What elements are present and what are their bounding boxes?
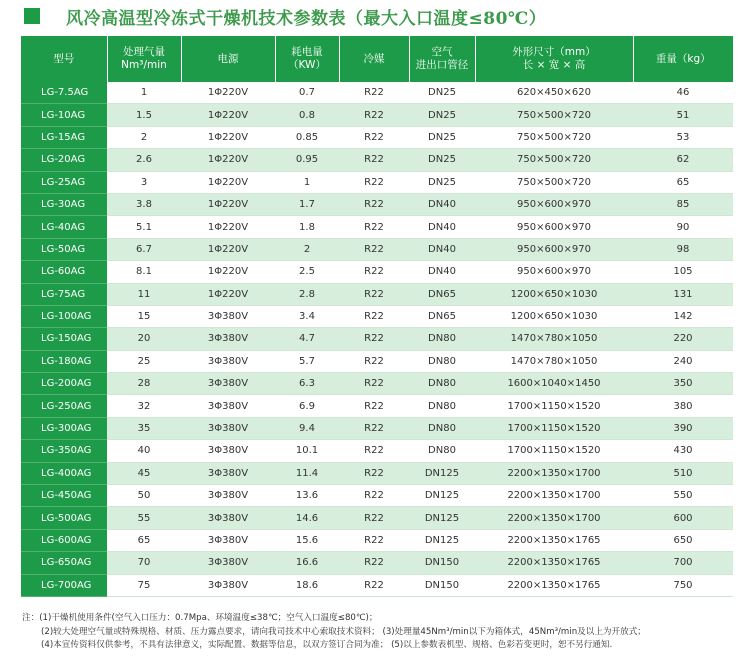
cell-pipe: DN125 (409, 462, 475, 484)
cell-dimensions: 1200×650×1030 (475, 283, 633, 305)
cell-consumption: 11.4 (275, 462, 339, 484)
cell-dimensions: 1470×780×1050 (475, 328, 633, 350)
cell-weight: 46 (633, 82, 733, 104)
cell-model: LG-15AG (21, 126, 107, 148)
cell-consumption: 1.8 (275, 216, 339, 238)
note-line-2: (2)较大处理空气量或特殊规格、材质、压力露点要求，请向我司技术中心索取技术资料； (3)处理量45Nm³/min以下为箱体式，45Nm³/min及以上为开放式； (41, 626, 646, 637)
title-bar (24, 6, 547, 29)
cell-consumption: 14.6 (275, 507, 339, 529)
cell-refrigerant: R22 (339, 507, 409, 529)
cell-model: LG-500AG (21, 507, 107, 529)
cell-refrigerant: R22 (339, 350, 409, 372)
cell-weight: 430 (633, 440, 733, 462)
column-header-line: （KW） (288, 59, 326, 71)
cell-power: 1Φ220V (181, 149, 275, 171)
cell-pipe: DN25 (409, 149, 475, 171)
cell-flow: 28 (107, 373, 181, 395)
cell-refrigerant: R22 (339, 238, 409, 260)
header-refrigerant (339, 36, 409, 82)
cell-flow: 45 (107, 462, 181, 484)
cell-flow: 40 (107, 440, 181, 462)
cell-consumption: 1 (275, 171, 339, 193)
cell-power: 1Φ220V (181, 261, 275, 283)
cell-pipe: DN150 (409, 552, 475, 574)
cell-pipe: DN25 (409, 171, 475, 193)
table-row (21, 485, 733, 507)
cell-refrigerant: R22 (339, 171, 409, 193)
cell-pipe: DN25 (409, 104, 475, 126)
cell-consumption: 0.8 (275, 104, 339, 126)
cell-refrigerant: R22 (339, 149, 409, 171)
cell-consumption: 3.4 (275, 305, 339, 327)
header-power (181, 36, 275, 82)
cell-weight: 85 (633, 193, 733, 215)
cell-pipe: DN125 (409, 507, 475, 529)
cell-power: 1Φ220V (181, 238, 275, 260)
table-row (21, 305, 733, 327)
cell-dimensions: 2200×1350×1700 (475, 507, 633, 529)
spec-table (21, 36, 733, 597)
cell-power: 3Φ380V (181, 417, 275, 439)
column-header-line: 空气 (431, 46, 453, 58)
cell-dimensions: 1700×1150×1520 (475, 417, 633, 439)
cell-dimensions: 750×500×720 (475, 104, 633, 126)
cell-consumption: 0.7 (275, 82, 339, 104)
cell-flow: 35 (107, 417, 181, 439)
cell-consumption: 2 (275, 238, 339, 260)
table-row (21, 417, 733, 439)
cell-refrigerant: R22 (339, 283, 409, 305)
table-header-row (21, 36, 733, 82)
cell-dimensions: 1470×780×1050 (475, 350, 633, 372)
cell-flow: 70 (107, 552, 181, 574)
table-row (21, 193, 733, 215)
cell-flow: 2.6 (107, 149, 181, 171)
cell-consumption: 18.6 (275, 574, 339, 596)
cell-model: LG-50AG (21, 238, 107, 260)
cell-dimensions: 1700×1150×1520 (475, 395, 633, 417)
cell-dimensions: 2200×1350×1765 (475, 529, 633, 551)
cell-model: LG-600AG (21, 529, 107, 551)
cell-power: 1Φ220V (181, 82, 275, 104)
cell-flow: 3.8 (107, 193, 181, 215)
table-row (21, 104, 733, 126)
column-header-line: 耗电量 (291, 46, 323, 58)
cell-dimensions: 2200×1350×1765 (475, 574, 633, 596)
cell-model: LG-150AG (21, 328, 107, 350)
cell-dimensions: 2200×1350×1700 (475, 485, 633, 507)
cell-power: 3Φ380V (181, 373, 275, 395)
cell-weight: 90 (633, 216, 733, 238)
cell-weight: 65 (633, 171, 733, 193)
cell-pipe: DN125 (409, 485, 475, 507)
cell-pipe: DN80 (409, 395, 475, 417)
cell-power: 3Φ380V (181, 305, 275, 327)
cell-flow: 20 (107, 328, 181, 350)
cell-consumption: 0.85 (275, 126, 339, 148)
cell-consumption: 9.4 (275, 417, 339, 439)
table-body (21, 82, 733, 596)
cell-weight: 62 (633, 149, 733, 171)
cell-model: LG-100AG (21, 305, 107, 327)
header-weight (633, 36, 733, 82)
cell-power: 3Φ380V (181, 552, 275, 574)
cell-flow: 3 (107, 171, 181, 193)
cell-pipe: DN80 (409, 328, 475, 350)
cell-model: LG-350AG (21, 440, 107, 462)
cell-power: 3Φ380V (181, 462, 275, 484)
cell-consumption: 10.1 (275, 440, 339, 462)
cell-model: LG-30AG (21, 193, 107, 215)
cell-consumption: 0.95 (275, 149, 339, 171)
cell-dimensions: 950×600×970 (475, 193, 633, 215)
cell-refrigerant: R22 (339, 395, 409, 417)
cell-power: 3Φ380V (181, 328, 275, 350)
cell-flow: 8.1 (107, 261, 181, 283)
cell-pipe: DN65 (409, 305, 475, 327)
cell-dimensions: 1700×1150×1520 (475, 440, 633, 462)
cell-weight: 98 (633, 238, 733, 260)
cell-weight: 700 (633, 552, 733, 574)
cell-pipe: DN80 (409, 440, 475, 462)
cell-consumption: 2.5 (275, 261, 339, 283)
cell-dimensions: 2200×1350×1765 (475, 552, 633, 574)
cell-consumption: 6.3 (275, 373, 339, 395)
header-model (21, 36, 107, 82)
cell-pipe: DN65 (409, 283, 475, 305)
table-row (21, 216, 733, 238)
cell-weight: 220 (633, 328, 733, 350)
cell-pipe: DN80 (409, 350, 475, 372)
table-row (21, 350, 733, 372)
cell-pipe: DN150 (409, 574, 475, 596)
notes-prefix: 注： (22, 613, 40, 623)
cell-power: 1Φ220V (181, 283, 275, 305)
table-row (21, 328, 733, 350)
cell-model: LG-10AG (21, 104, 107, 126)
table-row (21, 171, 733, 193)
cell-power: 1Φ220V (181, 193, 275, 215)
cell-dimensions: 1200×650×1030 (475, 305, 633, 327)
column-header-line: 长 × 宽 × 高 (522, 59, 586, 71)
cell-pipe: DN125 (409, 529, 475, 551)
table-row (21, 238, 733, 260)
column-header-line: 进出口管径 (415, 59, 469, 71)
cell-power: 1Φ220V (181, 171, 275, 193)
cell-refrigerant: R22 (339, 574, 409, 596)
cell-model: LG-400AG (21, 462, 107, 484)
cell-model: LG-25AG (21, 171, 107, 193)
cell-weight: 53 (633, 126, 733, 148)
cell-flow: 55 (107, 507, 181, 529)
cell-model: LG-20AG (21, 149, 107, 171)
column-header-line: 电源 (217, 52, 239, 65)
cell-power: 1Φ220V (181, 126, 275, 148)
cell-weight: 380 (633, 395, 733, 417)
cell-weight: 240 (633, 350, 733, 372)
cell-refrigerant: R22 (339, 440, 409, 462)
cell-dimensions: 2200×1350×1700 (475, 462, 633, 484)
table-row (21, 507, 733, 529)
cell-pipe: DN25 (409, 126, 475, 148)
cell-pipe: DN40 (409, 238, 475, 260)
cell-flow: 65 (107, 529, 181, 551)
cell-weight: 550 (633, 485, 733, 507)
cell-weight: 600 (633, 507, 733, 529)
cell-flow: 32 (107, 395, 181, 417)
cell-power: 3Φ380V (181, 485, 275, 507)
cell-model: LG-180AG (21, 350, 107, 372)
table-row (21, 529, 733, 551)
cell-weight: 750 (633, 574, 733, 596)
table-row (21, 283, 733, 305)
cell-pipe: DN80 (409, 373, 475, 395)
cell-weight: 650 (633, 529, 733, 551)
table-row (21, 440, 733, 462)
cell-dimensions: 950×600×970 (475, 261, 633, 283)
cell-consumption: 15.6 (275, 529, 339, 551)
cell-refrigerant: R22 (339, 373, 409, 395)
cell-power: 3Φ380V (181, 507, 275, 529)
cell-dimensions: 750×500×720 (475, 149, 633, 171)
cell-refrigerant: R22 (339, 462, 409, 484)
cell-dimensions: 750×500×720 (475, 126, 633, 148)
cell-dimensions: 950×600×970 (475, 238, 633, 260)
table-row (21, 574, 733, 596)
cell-model: LG-300AG (21, 417, 107, 439)
cell-consumption: 5.7 (275, 350, 339, 372)
column-header-line: 外形尺寸（mm） (512, 46, 596, 58)
cell-model: LG-40AG (21, 216, 107, 238)
cell-power: 3Φ380V (181, 574, 275, 596)
cell-flow: 75 (107, 574, 181, 596)
cell-flow: 5.1 (107, 216, 181, 238)
table-row (21, 395, 733, 417)
note-line-3: (4)本宣传资料仅供参考，不具有法律意义，实际配置、数据等信息，以双方签订合同为准； (5)以上参数表机型、规格、色彩若变更时，恕不另行通知. (41, 640, 613, 650)
table-row (21, 149, 733, 171)
cell-flow: 15 (107, 305, 181, 327)
cell-refrigerant: R22 (339, 529, 409, 551)
cell-refrigerant: R22 (339, 193, 409, 215)
cell-model: LG-75AG (21, 283, 107, 305)
cell-refrigerant: R22 (339, 216, 409, 238)
cell-flow: 25 (107, 350, 181, 372)
page-title: 风冷高温型冷冻式干燥机技术参数表（最大入口温度≤80℃） (66, 8, 547, 29)
cell-pipe: DN40 (409, 261, 475, 283)
cell-power: 3Φ380V (181, 529, 275, 551)
cell-pipe: DN80 (409, 417, 475, 439)
cell-flow: 1.5 (107, 104, 181, 126)
cell-model: LG-450AG (21, 485, 107, 507)
table-row (21, 261, 733, 283)
cell-power: 1Φ220V (181, 216, 275, 238)
table-row (21, 552, 733, 574)
cell-weight: 131 (633, 283, 733, 305)
column-header-line: 型号 (53, 52, 75, 65)
cell-refrigerant: R22 (339, 104, 409, 126)
table-row (21, 373, 733, 395)
cell-dimensions: 950×600×970 (475, 216, 633, 238)
cell-refrigerant: R22 (339, 305, 409, 327)
cell-pipe: DN40 (409, 193, 475, 215)
header-dimensions (475, 36, 633, 82)
header-pipe (409, 36, 475, 82)
cell-weight: 142 (633, 305, 733, 327)
header-flow (107, 36, 181, 82)
header-consumption (275, 36, 339, 82)
cell-flow: 50 (107, 485, 181, 507)
cell-consumption: 6.9 (275, 395, 339, 417)
cell-refrigerant: R22 (339, 328, 409, 350)
cell-model: LG-200AG (21, 373, 107, 395)
table-row (21, 462, 733, 484)
table-row (21, 82, 733, 104)
cell-model: LG-250AG (21, 395, 107, 417)
cell-weight: 350 (633, 373, 733, 395)
cell-consumption: 1.7 (275, 193, 339, 215)
cell-weight: 390 (633, 417, 733, 439)
column-header-line: Nm³/min (121, 59, 167, 71)
cell-model: LG-7.5AG (21, 82, 107, 104)
column-header-line: 冷媒 (363, 52, 385, 65)
cell-flow: 11 (107, 283, 181, 305)
cell-consumption: 4.7 (275, 328, 339, 350)
cell-power: 3Φ380V (181, 395, 275, 417)
column-header-line: 处理气量 (123, 46, 165, 58)
cell-refrigerant: R22 (339, 485, 409, 507)
footnotes (22, 612, 742, 653)
cell-dimensions: 620×450×620 (475, 82, 633, 104)
cell-weight: 51 (633, 104, 733, 126)
cell-dimensions: 750×500×720 (475, 171, 633, 193)
cell-refrigerant: R22 (339, 261, 409, 283)
cell-consumption: 2.8 (275, 283, 339, 305)
cell-power: 1Φ220V (181, 104, 275, 126)
title-square-icon (24, 8, 40, 24)
cell-power: 3Φ380V (181, 350, 275, 372)
cell-consumption: 16.6 (275, 552, 339, 574)
cell-model: LG-60AG (21, 261, 107, 283)
cell-dimensions: 1600×1040×1450 (475, 373, 633, 395)
cell-flow: 6.7 (107, 238, 181, 260)
column-header-line: 重量（kg） (655, 52, 711, 65)
cell-refrigerant: R22 (339, 82, 409, 104)
cell-model: LG-650AG (21, 552, 107, 574)
cell-refrigerant: R22 (339, 126, 409, 148)
cell-consumption: 13.6 (275, 485, 339, 507)
cell-weight: 510 (633, 462, 733, 484)
note-line-1: (1)干燥机使用条件(空气入口压力：0.7Mpa、环境温度≤38℃；空气入口温度≤80℃)； (39, 613, 378, 623)
cell-flow: 1 (107, 82, 181, 104)
cell-pipe: DN25 (409, 82, 475, 104)
cell-pipe: DN40 (409, 216, 475, 238)
cell-power: 3Φ380V (181, 440, 275, 462)
cell-refrigerant: R22 (339, 417, 409, 439)
cell-refrigerant: R22 (339, 552, 409, 574)
cell-weight: 105 (633, 261, 733, 283)
table-row (21, 126, 733, 148)
cell-flow: 2 (107, 126, 181, 148)
cell-model: LG-700AG (21, 574, 107, 596)
